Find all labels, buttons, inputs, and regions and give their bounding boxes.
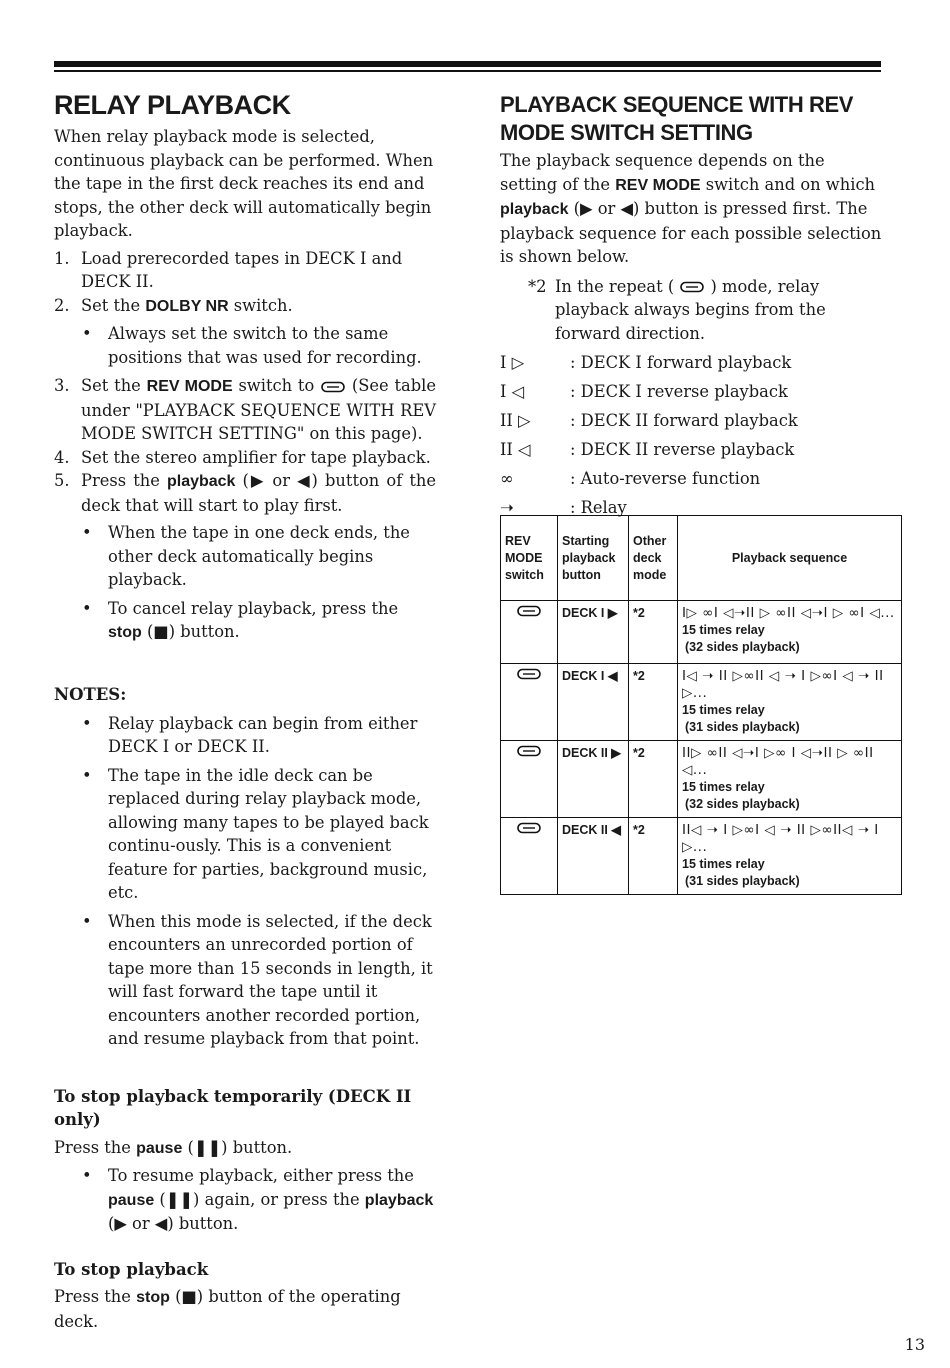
legend-row-deck1-fwd: I ▷ : DECK I forward playback [500,353,792,372]
sequence-cell: II◁ ➝ I ▷∞I ◁ ➝ II ▷∞II◁ ➝ I ▷... 15 times relay (31 sides playback) [678,818,902,895]
repeat-mode-icon-2 [679,281,705,293]
start-button-cell: DECK II ▶ [558,741,629,818]
pause-key: pause [136,1139,183,1157]
temp-stop-heading: To stop playback temporarily (DECK II only) [54,1086,412,1129]
header-other-deck-mode: Other deck mode [629,516,678,601]
other-mode-cell: *2 [629,818,678,895]
sequence-cell: I◁ ➝ II ▷∞II ◁ ➝ I ▷∞I ◁ ➝ II ▷... 15 times relay (31 sides playback) [678,664,902,741]
stop-heading: To stop playback [54,1259,209,1279]
note-3: • When this mode is selected, if the deck encounters an unrecorded portion of tape more than 15 seconds in length, it will fast forward the tape until it encounters another recorded portion, and resume playback from that point. [82,911,433,1048]
playback-key-2: playback [364,1191,434,1209]
header-playback-sequence: Playback sequence [678,516,902,601]
rev-mode-key-2: REV MODE [615,176,701,194]
stop-key: stop [108,624,142,641]
rev-mode-cell [501,818,558,895]
temp-stop-text: Press the pause (❚❚) button. [54,1137,293,1157]
other-mode-cell: *2 [629,741,678,818]
sequence-cell: II▷ ∞II ◁➝I ▷∞ I ◁➝II ▷ ∞II ◁... 15 times relay (32 sides playback) [678,741,902,818]
step-5: 5. Press the playback (▶ or ◀) button of the deck that will start to play first. [54,471,436,515]
playback-key: playback [166,473,236,490]
playback-sequence-table [500,515,902,895]
step-2-bullet: • Always set the switch to the same positions that was used for recording. [82,324,422,367]
sequence-cell: I▷ ∞I ◁➝II ▷ ∞II ◁➝I ▷ ∞I ◁... 15 times relay (32 sides playback) [678,601,902,664]
start-button-cell: DECK I ◀ [558,664,629,741]
repeat-mode-icon [516,605,542,617]
table-row [501,818,902,895]
start-button-cell: DECK I ▶ [558,601,629,664]
stop-key-2: stop [136,1289,170,1306]
header-rev-mode: REV MODE switch [501,516,558,601]
legend-row-deck2-rev: II ◁ : DECK II reverse playback [500,440,795,459]
legend-row-auto-reverse: ∞ : Auto-reverse function [500,469,761,488]
rev-mode-cell [501,601,558,664]
pause-key-2: pause [108,1191,155,1209]
stop-text: Press the stop (■) button of the operating deck. [54,1287,401,1331]
repeat-mode-icon [320,381,346,393]
sequence-intro: The playback sequence depends on the setting of the REV MODE switch and on which playback (▶ or ◀) button is pressed first. The playback sequence for each possible selection is shown below. [500,151,882,266]
right-column [500,88,885,525]
header-starting-button: Starting playback button [558,516,629,601]
step-3: 3. Set the REV MODE switch to (See table under "PLAYBACK SEQUENCE WITH REV MODE SWITCH SETTING" on this page). [54,376,436,443]
step-1: 1. Load prerecorded tapes in DECK I and DECK II. [54,248,403,291]
sequence-title: PLAYBACK SEQUENCE WITH REV MODE SWITCH SETTING [500,92,854,145]
table-row [501,664,902,741]
step-5-bullet-2: • To cancel relay playback, press the stop (■) button. [82,598,399,641]
dolby-nr-key: DOLBY NR [145,297,229,315]
page-number: 13 [904,1335,925,1354]
temp-stop-bullet: • To resume playback, either press the pause (❚❚) again, or press the playback (▶ or ◀) button. [82,1166,434,1233]
step-4: 4. Set the stereo amplifier for tape playback. [54,447,431,467]
relay-playback-title: RELAY PLAYBACK [54,90,291,120]
notes-heading: NOTES: [54,684,127,704]
repeat-mode-icon [516,745,542,757]
step-2: 2. Set the DOLBY NR switch. [54,295,293,315]
relay-steps-cont [54,374,436,517]
step-5-bullets [54,521,436,645]
table-header-row [501,516,902,601]
other-mode-cell: *2 [629,601,678,664]
legend-row-relay: ➝ : Relay [500,498,627,517]
symbol-legend [500,351,885,525]
note-1: • Relay playback can begin from either DECK I or DECK II. [82,713,418,756]
temp-stop-bullets [54,1164,436,1236]
repeat-mode-icon [516,668,542,680]
table-row [501,601,902,664]
left-column [54,88,436,1333]
step-5-bullet-1: • When the tape in one deck ends, the other deck automatically begins playback. [82,523,410,589]
legend-row-deck1-rev: I ◁ : DECK I reverse playback [500,382,788,401]
notes-list [54,712,436,1051]
start-button-cell: DECK II ◀ [558,818,629,895]
step-2-bullets [54,322,436,369]
rev-mode-cell [501,741,558,818]
footnote-2: *2 In the repeat ( ) mode, relay playback always begins from the forward direction. [528,276,826,343]
repeat-mode-icon [516,822,542,834]
top-rule-thick [54,61,881,67]
table-row [501,741,902,818]
relay-intro: When relay playback mode is selected, continuous playback can be performed. When the tape in the first deck reaches its end and stops, the other deck will automatically begin playback. [54,127,434,240]
legend-row-deck2-fwd: II ▷ : DECK II forward playback [500,411,798,430]
other-mode-cell: *2 [629,664,678,741]
top-rule-thin [54,70,881,72]
note-2: • The tape in the idle deck can be replaced during relay playback mode, allowing many tapes to be played back continu-ously. This is a convenient feature for parties, background music, etc. [82,765,429,902]
rev-mode-key: REV MODE [146,378,233,395]
relay-steps [54,247,436,319]
playback-key-3: playback [500,201,569,218]
rev-mode-cell [501,664,558,741]
